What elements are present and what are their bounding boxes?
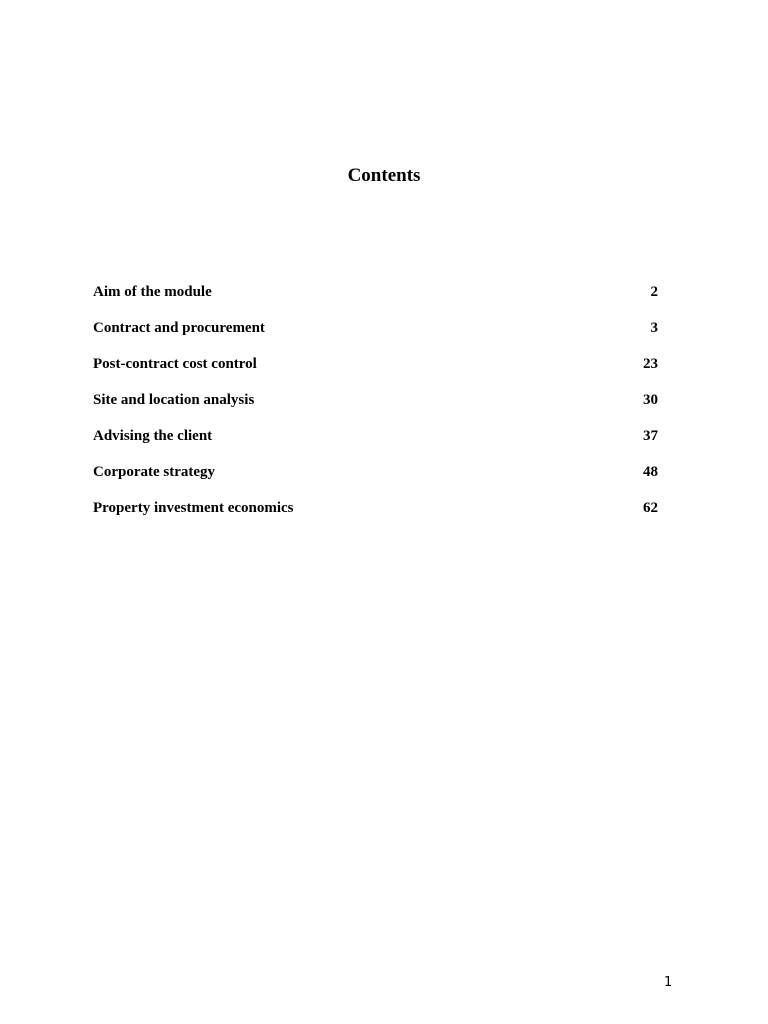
toc-entry xyxy=(93,390,658,426)
toc-entry xyxy=(93,462,658,498)
toc-entry-label: Aim of the module xyxy=(93,284,212,300)
toc-entry xyxy=(93,318,658,354)
toc-entry xyxy=(93,282,658,318)
toc-entry xyxy=(93,354,658,390)
toc-entry-label: Post-contract cost control xyxy=(93,356,257,372)
toc-entry-page: 3 xyxy=(650,320,658,336)
toc-entry-label: Advising the client xyxy=(93,428,213,444)
toc-entry-label: Contract and procurement xyxy=(93,320,265,336)
table-of-contents xyxy=(93,282,658,534)
toc-entry-label: Property investment economics xyxy=(93,500,294,516)
toc-entry-page: 30 xyxy=(643,392,658,408)
toc-entry-page: 62 xyxy=(643,500,658,516)
toc-entry-page: 37 xyxy=(643,428,658,444)
page-title: Contents xyxy=(347,165,421,186)
toc-entry-page: 2 xyxy=(650,284,658,300)
toc-entry-page: 48 xyxy=(643,464,658,480)
toc-entry-label: Corporate strategy xyxy=(93,464,216,480)
toc-entry-page: 23 xyxy=(643,356,658,372)
toc-entry xyxy=(93,498,658,534)
toc-entry xyxy=(93,426,658,462)
toc-entry-label: Site and location analysis xyxy=(93,392,255,408)
page-number: 1 xyxy=(664,975,673,990)
